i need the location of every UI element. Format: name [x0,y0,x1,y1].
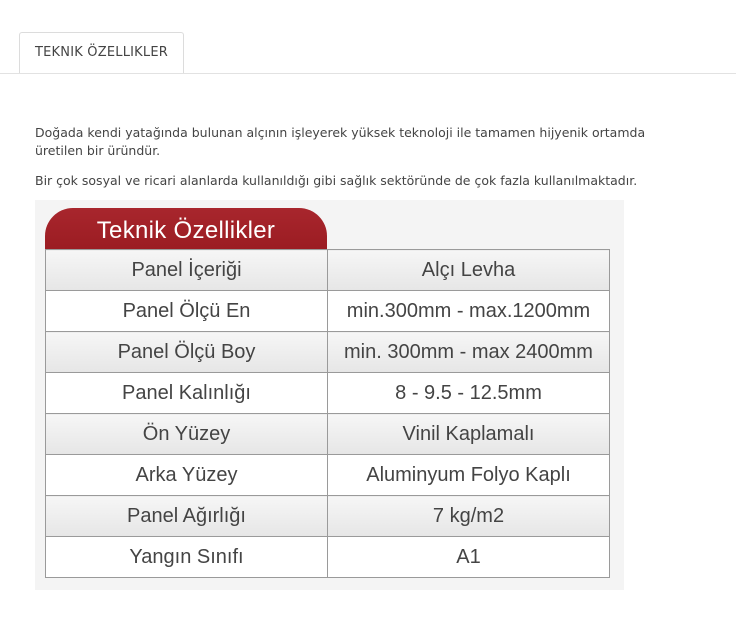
spec-table-header: Teknik Özellikler [45,208,327,250]
spec-label: Ön Yüzey [46,414,328,455]
spec-value: min. 300mm - max 2400mm [328,332,610,373]
spec-value: A1 [328,537,610,578]
spec-label: Yangın Sınıfı [46,537,328,578]
table-row [46,373,610,414]
spec-label: Panel İçeriği [46,250,328,291]
table-row [46,496,610,537]
tab-content [35,124,675,202]
tabs-divider [0,73,736,74]
spec-label: Arka Yüzey [46,455,328,496]
spec-table [45,249,610,578]
table-row [46,291,610,332]
spec-value: Vinil Kaplamalı [328,414,610,455]
description-paragraph: Bir çok sosyal ve ricari alanlarda kullanıldığı gibi sağlık sektöründe de çok fazla kullanılmaktadır. [35,173,638,188]
spec-label: Panel Kalınlığı [46,373,328,414]
spec-label: Panel Ağırlığı [46,496,328,537]
tab-teknik-ozellikler[interactable]: TEKNIK ÖZELLIKLER [19,32,184,74]
table-row [46,332,610,373]
table-row [46,537,610,578]
description-paragraph: Doğada kendi yatağında bulunan alçının işleyerek yüksek teknoloji ile tamamen hijyenik ortamda üretilen bir üründür. [35,125,646,158]
tabs-bar [0,0,736,74]
spec-value: Aluminyum Folyo Kaplı [328,455,610,496]
spec-value: min.300mm - max.1200mm [328,291,610,332]
table-row [46,250,610,291]
table-row [46,414,610,455]
spec-table-image [35,200,624,590]
spec-value: 7 kg/m2 [328,496,610,537]
spec-value: Alçı Levha [328,250,610,291]
spec-value: 8 - 9.5 - 12.5mm [328,373,610,414]
spec-label: Panel Ölçü En [46,291,328,332]
table-row [46,455,610,496]
spec-label: Panel Ölçü Boy [46,332,328,373]
